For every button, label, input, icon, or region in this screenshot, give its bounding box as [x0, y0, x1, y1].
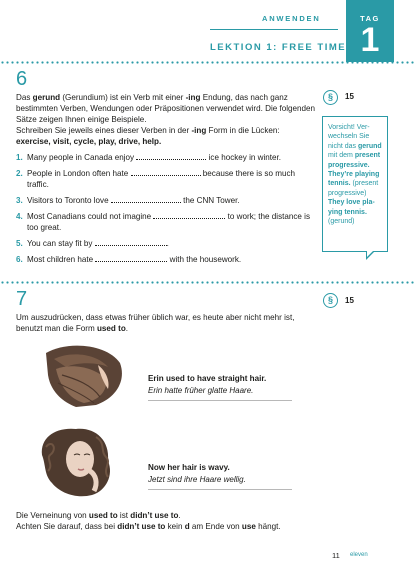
answer-blank[interactable] — [153, 211, 225, 219]
item-number: 5. — [16, 239, 23, 248]
exercise-intro: Um auszudrücken, dass etwas früher üblich war, es heute aber nicht mehr ist, benutzt man die Form used to. — [16, 313, 295, 333]
item-number: 2. — [16, 169, 23, 178]
exercise-number: 6 — [16, 68, 28, 90]
example-translation: Jetzt sind ihre Haare wellig. — [148, 475, 246, 484]
day-badge-label: TAG — [360, 14, 380, 23]
example-sentence: Erin used to have straight hair. — [148, 374, 267, 383]
exercise-number: 7 — [16, 288, 28, 310]
page-word: eleven — [350, 552, 368, 558]
answer-blank[interactable] — [111, 195, 181, 203]
answer-blank[interactable] — [95, 238, 167, 246]
intro-term: -ing — [185, 93, 201, 102]
exercise-intro — [16, 92, 316, 147]
tip-box-tail-inner — [367, 250, 374, 257]
intro-text: (Gerundium) ist ein Verb mit einer — [60, 93, 186, 102]
answer-blank[interactable] — [131, 168, 201, 176]
lesson-title: LEKTION 1: FREE TIME — [210, 42, 347, 53]
dotted-divider — [0, 281, 416, 284]
caption-rule — [148, 400, 292, 401]
paragraph-icon: § — [323, 293, 338, 308]
day-badge — [346, 0, 394, 62]
grammar-reference: 15 — [345, 296, 354, 305]
example-sentence: Now her hair is wavy. — [148, 463, 230, 472]
list-item: 2. People in London often hate because there is so much traffic. — [16, 169, 295, 189]
answer-blank[interactable] — [95, 254, 167, 262]
item-number: 4. — [16, 212, 23, 221]
photo-straight-hair — [36, 345, 126, 407]
verb-list: exercise, visit, cycle, play, drive, help. — [16, 137, 162, 146]
intro-text: Das — [16, 93, 33, 102]
task-text: Form in die Lücken: — [206, 126, 280, 135]
header-rule — [210, 29, 338, 30]
answer-blank[interactable] — [136, 152, 206, 160]
negation-text: Die Verneinung von used to ist didn’t use to. Achten Sie darauf, dass bei didn’t use to kein d am Ende von use hängt. — [16, 511, 281, 531]
intro-term: gerund — [32, 93, 61, 102]
tip-box: Vorsicht! Verwechseln Sie nicht das gerund mit dem present progressive. They’re playing tennis. (present progressive) They love playing tennis. (gerund) — [322, 116, 388, 252]
task-text: Schreiben Sie jeweils eines dieser Verben in der — [16, 126, 192, 135]
grammar-reference: 15 — [345, 92, 354, 101]
intro-text: Endung, das nach ganz bestimmten Verben, Wendungen oder Präpositionen verwendet wird. Die folgenden Sätze zeigen Ihnen einige Beispiele. — [16, 93, 316, 124]
paragraph-icon: § — [323, 90, 338, 105]
page-number: 11 — [332, 551, 340, 560]
list-item: 4. Most Canadians could not imagine to work; the distance is too great. — [16, 212, 311, 232]
list-item: 3. Visitors to Toronto love the CNN Tower. — [16, 196, 240, 205]
task-term: -ing — [191, 126, 207, 135]
dotted-divider — [0, 61, 416, 64]
photo-wavy-hair — [36, 425, 126, 499]
day-badge-number: 1 — [360, 21, 380, 59]
list-item: 5. You can stay fit by . — [16, 239, 169, 248]
list-item: 6. Most children hate with the housework. — [16, 255, 242, 264]
exercise-items — [16, 152, 316, 270]
item-number: 1. — [16, 153, 23, 162]
list-item: 1. Many people in Canada enjoy ice hockey in winter. — [16, 153, 282, 162]
example-translation: Erin hatte früher glatte Haare. — [148, 386, 254, 395]
item-number: 6. — [16, 255, 23, 264]
section-label: ANWENDEN — [262, 14, 321, 23]
caption-rule — [148, 489, 292, 490]
item-number: 3. — [16, 196, 23, 205]
